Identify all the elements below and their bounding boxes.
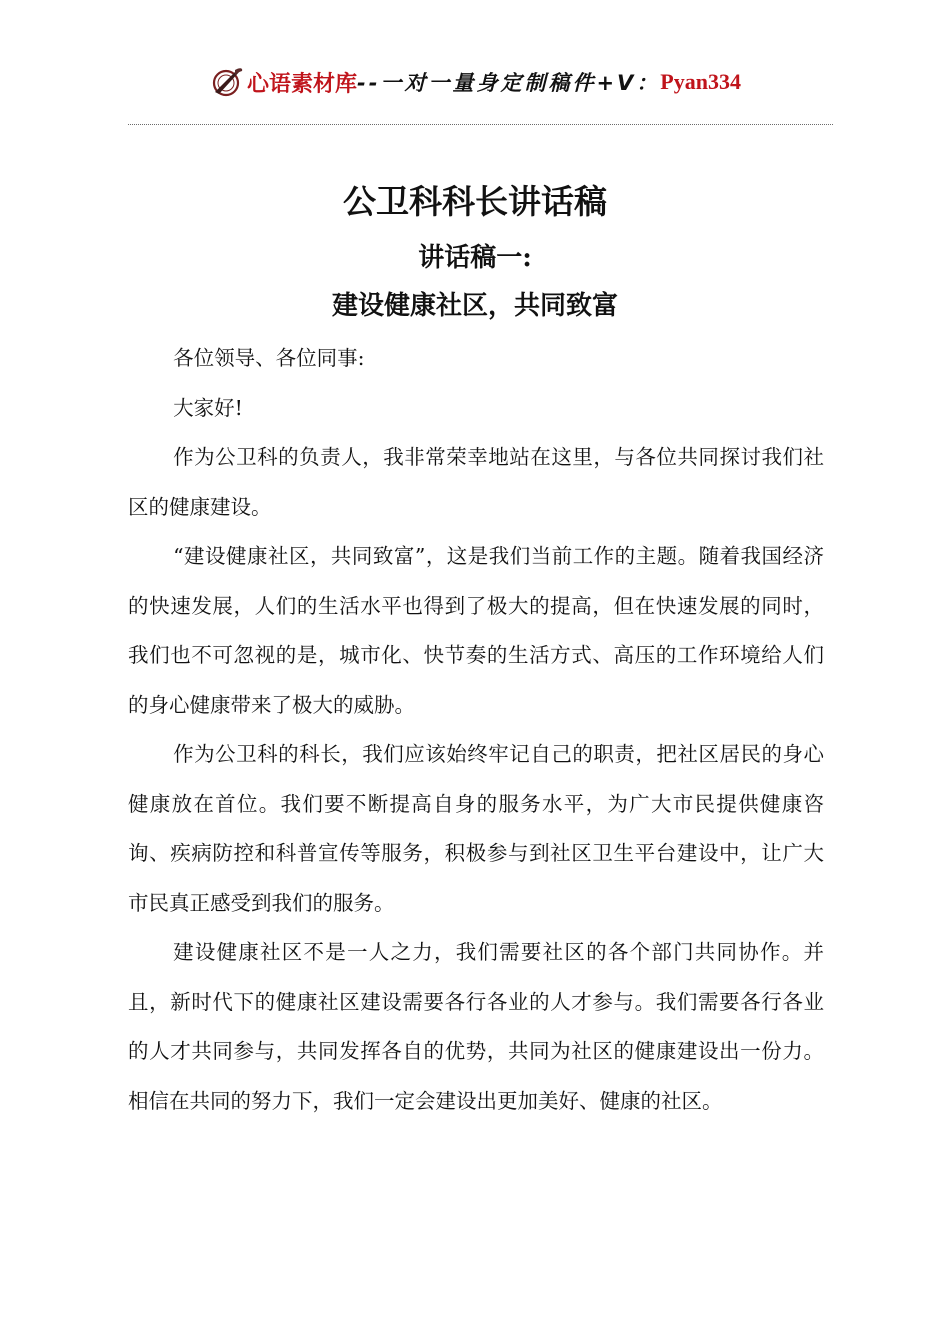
header-banner [209, 64, 741, 100]
header-divider [128, 124, 833, 125]
page-header [0, 60, 950, 104]
speech-heading: 建设健康社区，共同致富 [331, 291, 618, 321]
salutation: 各位领导、各位同事: [173, 346, 365, 370]
brand-name: 心语素材库 [247, 70, 358, 97]
body-paragraph: 建设健康社区不是一人之力，我们需要社区的各个部门共同协作。并且，新时代下的健康社区建设需要各行各业的人才参与。我们需要各行各业的人才共同参与，共同发挥各自的优势，共同为社区的健康建设出一份力。相信在共同的努力下，我们一定会建设出更加美好、健康的社区。 [128, 940, 824, 1113]
body-paragraph: “建设健康社区，共同致富”，这是我们当前工作的主题。随着我国经济的快速发展，人们的生活水平也得到了极大的提高，但在快速发展的同时，我们也不可忽视的是，城市化、快节奏的生活方式、高压的工作环境给人们的身心健康带来了极大的威胁。 [128, 544, 824, 717]
document-title: 公卫科科长讲话稿 [343, 182, 607, 221]
quill-logo-icon [209, 64, 245, 100]
speech-body [128, 334, 824, 1126]
greeting: 大家好! [173, 395, 243, 420]
body-paragraph: 作为公卫科的负责人，我非常荣幸地站在这里，与各位共同探讨我们社区的健康建设。 [128, 445, 824, 519]
header-tagline: --一对一量身定制稿件+V： [357, 71, 661, 95]
speech-label: 讲话稿一: [418, 243, 532, 273]
contact-id: Pyan334 [660, 69, 741, 94]
body-paragraph: 作为公卫科的科长，我们应该始终牢记自己的职责，把社区居民的身心健康放在首位。我们要不断提高自身的服务水平，为广大市民提供健康咨询、疾病防控和科普宣传等服务，积极参与到社区卫生平台建设中，让广大市民真正感受到我们的服务。 [128, 742, 824, 915]
